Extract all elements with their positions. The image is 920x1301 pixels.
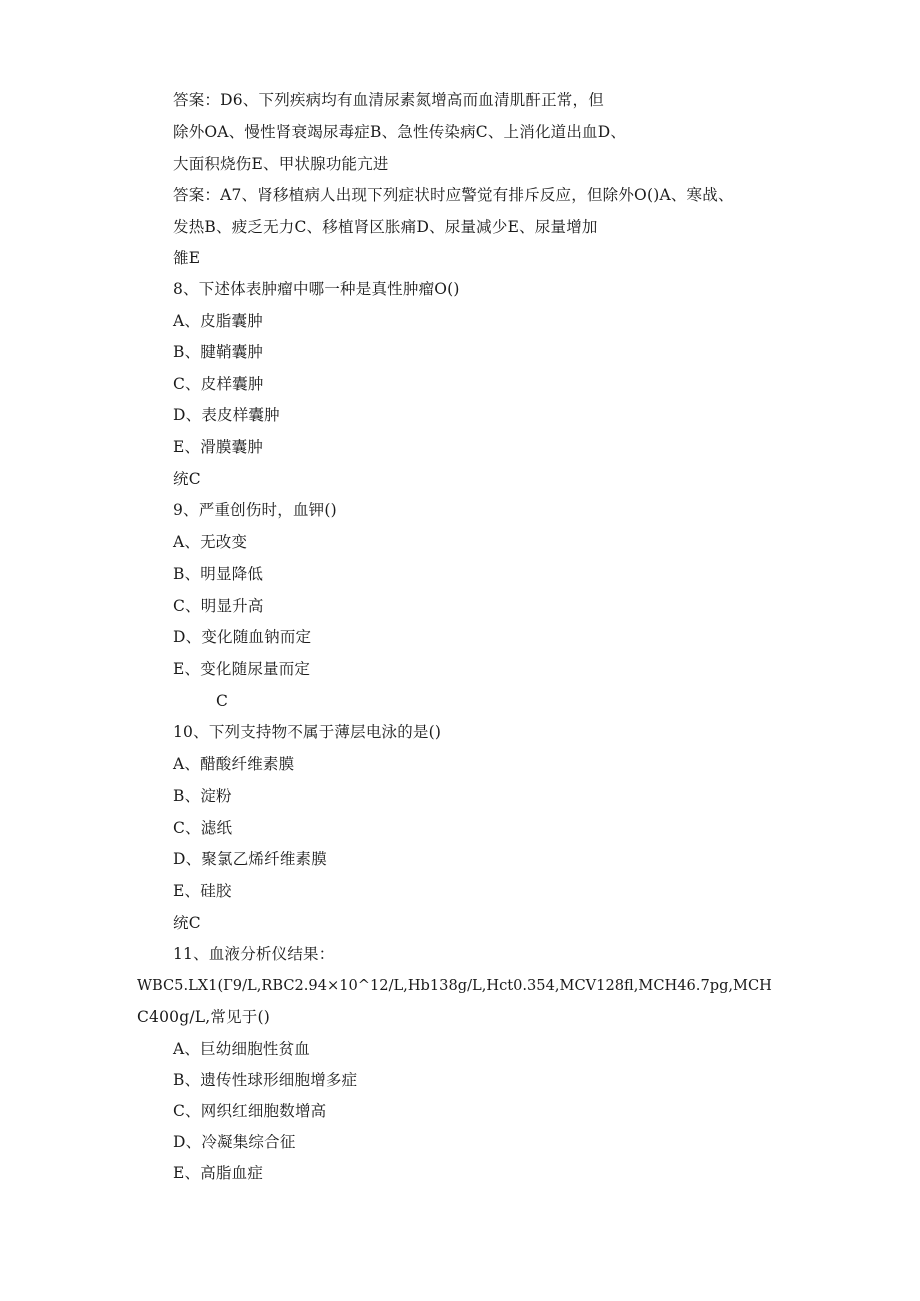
option-9b: B、明显降低 bbox=[173, 565, 264, 583]
text-line-6: 雒E bbox=[173, 249, 201, 267]
question-11-cont: C400g/L,常见于() bbox=[137, 1008, 271, 1026]
question-11: 11、血液分析仪结果： bbox=[173, 945, 335, 963]
option-11a: A、巨幼细胞性贫血 bbox=[173, 1040, 310, 1058]
option-8c: C、皮样囊肿 bbox=[173, 375, 264, 393]
text-line-2: 除外OA、慢性肾衰竭尿毒症B、急性传染病C、上消化道出血D、 bbox=[173, 123, 627, 141]
answer-10: 统C bbox=[173, 914, 201, 932]
option-11b: B、遗传性球形细胞增多症 bbox=[173, 1071, 358, 1089]
text-line-4: 答案：A7、肾移植病人出现下列症状时应警觉有排斥反应，但除外O()A、寒战、 bbox=[173, 186, 734, 204]
option-9e: E、变化随尿量而定 bbox=[173, 660, 311, 678]
text-line-5: 发热B、疲乏无力C、移植肾区胀痛D、尿量减少E、尿量增加 bbox=[173, 218, 598, 236]
option-9a: A、无改变 bbox=[173, 533, 248, 551]
option-9d: D、变化随血钠而定 bbox=[173, 628, 312, 646]
answer-9: C bbox=[216, 692, 229, 710]
option-11e: E、高脂血症 bbox=[173, 1164, 264, 1182]
option-11c: C、网织红细胞数增高 bbox=[173, 1102, 327, 1120]
text-line-3: 大面积烧伤E、甲状腺功能亢进 bbox=[173, 155, 389, 173]
option-8b: B、腱鞘囊肿 bbox=[173, 343, 264, 361]
question-9: 9、严重创伤时，血钾() bbox=[173, 501, 337, 519]
option-8d: D、表皮样囊肿 bbox=[173, 406, 280, 424]
option-11d: D、冷凝集综合征 bbox=[173, 1133, 296, 1151]
answer-8: 统C bbox=[173, 470, 201, 488]
option-10c: C、滤纸 bbox=[173, 819, 233, 837]
option-9c: C、明显升高 bbox=[173, 597, 264, 615]
option-8e: E、滑膜囊肿 bbox=[173, 438, 264, 456]
option-8a: A、皮脂囊肿 bbox=[173, 312, 263, 330]
option-10d: D、聚氯乙烯纤维素膜 bbox=[173, 850, 327, 868]
option-10e: E、硅胶 bbox=[173, 882, 232, 900]
option-10b: B、淀粉 bbox=[173, 787, 232, 805]
question-10: 10、下列支持物不属于薄层电泳的是() bbox=[173, 723, 442, 741]
option-10a: A、醋酸纤维素膜 bbox=[173, 755, 295, 773]
question-8: 8、下述体表肿瘤中哪一种是真性肿瘤O() bbox=[173, 280, 460, 298]
text-line-1: 答案：D6、下列疾病均有血清尿素氮增高而血清肌酐正常，但 bbox=[173, 91, 604, 109]
question-11-values: WBC5.LX1(Г9/L,RBC2.94×10^12/L,Hb138g/L,Hct0.354,MCV128fl,MCH46.7pg,MCH bbox=[137, 977, 772, 994]
